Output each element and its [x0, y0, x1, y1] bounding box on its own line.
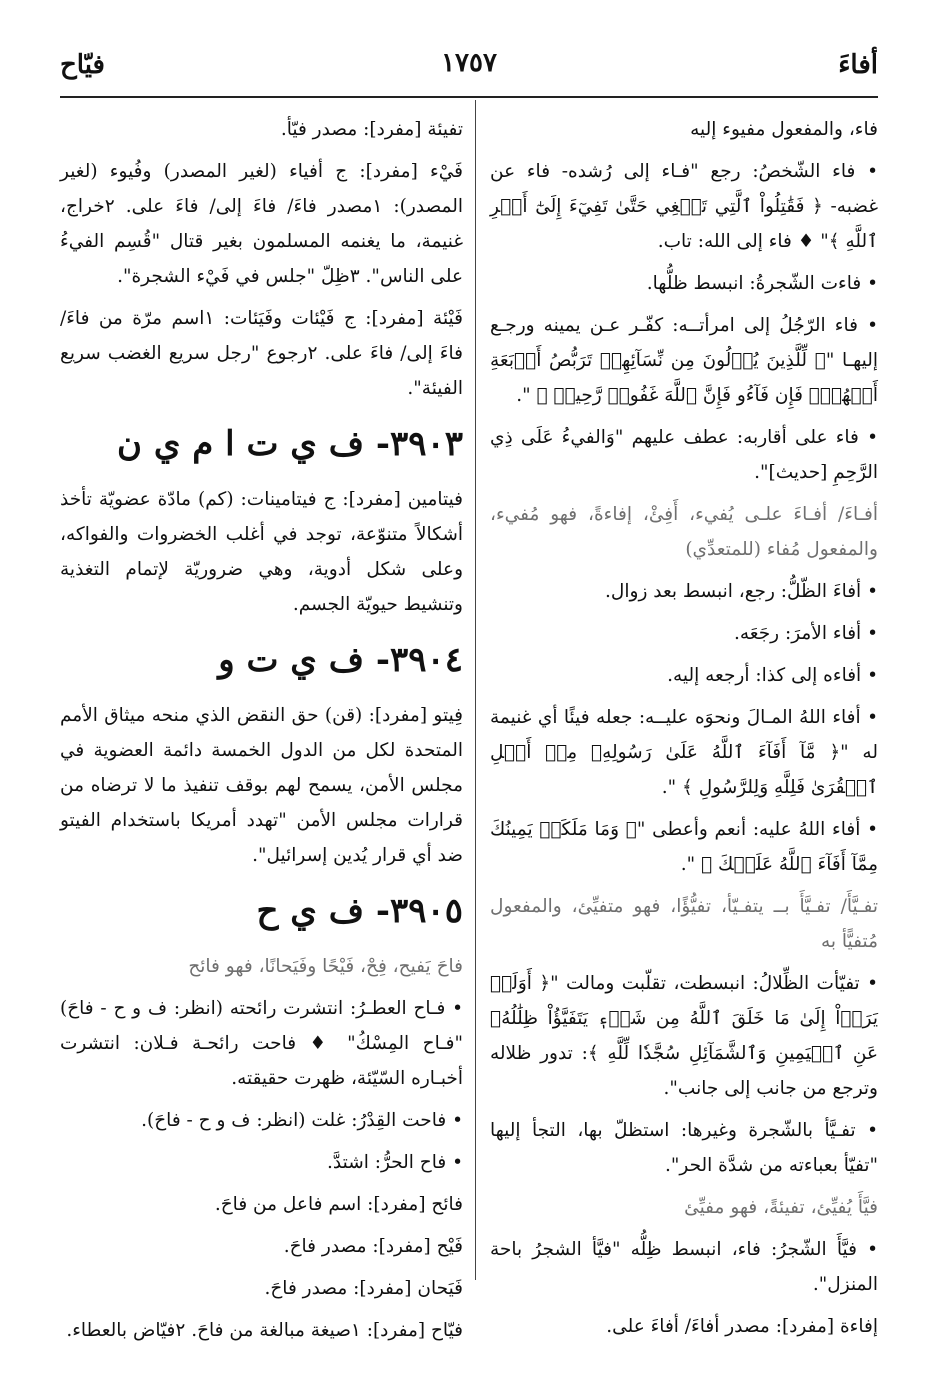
entry-line: فَيْح [مفرد]: مصدر فاحَ.	[283, 1236, 463, 1257]
entry-line: • أفاء اللهُ عليه: أنعم وأعطى "﴿ وَمَا مَلَكَتۡ يَمِينُكَ مِمَّآ أَفَآءَ ٱللَّهُ عَلَيۡكَ ﴾ ".	[490, 819, 878, 875]
root-heading-3904: ٣٩٠٤- ف ي ت و	[218, 640, 463, 680]
verb-form-line: تفـيَّأَ/ تفـيَّأَ بــ يتفـيّأ، تفيُّؤًا، فهو متفيِّئ، والمفعول مُتفيًّأ به	[490, 896, 878, 952]
entry-line: • أفاءه إلى كذا: أرجعه إليه.	[667, 665, 878, 686]
column-divider	[475, 100, 476, 1280]
verb-form-line: فيَّأَ يُفيِّئ، تفيئةً، فهو مفيِّئ	[684, 1197, 878, 1218]
entry-line: • تفـيَّأ بالشّجرة وغيرها: استظلّ بها، التجأ إليها "تفيّأ بعباءته من شدَّة الحر".	[490, 1120, 878, 1176]
header-last-word: فيّاح	[60, 50, 105, 80]
entry-line: • تفيّأت الظِّلالُ: انبسطت، تقلّبت ومالت "﴿ أَوَلَمۡ يَرَوۡاْ إِلَىٰ مَا خَلَقَ ٱللَّهُ مِن شَيۡءٖ يَتَفَيَّؤُاْ ظِلَٰلُهُۥ عَنِ ٱلۡيَمِينِ وَٱلشَّمَآئِلِ سُجَّدٗا لِّلَّهِ ﴾: تدور ظلاله وترجع من جانب إلى جانب".	[490, 973, 878, 1099]
entry-line: • أفاءَ الظّلُّ: رجع، انبسط بعد زوال.	[605, 581, 878, 602]
entry-line: فَيْء [مفرد]: ج أفياء (لغير المصدر) وفُيوء (لغير المصدر): ١مصدر فاءَ/ فاءَ إلى/ فاءَ على. ٢خراج، غنيمة، ما يغنمه المسلمون بغير قتال "قُسِم الفيءُ على الناس". ٣ظِلّ "جلس في فَيْء الشجرة".	[60, 161, 463, 287]
entry-line: • أفاء الأمرَ: رجَعَه.	[733, 623, 878, 644]
right-column	[490, 112, 878, 1351]
entry-line: فِيتو [مفرد]: (قن) حق النقض الذي منحه ميثاق الأمم المتحدة لكل من الدول الخمسة دائمة العضوية في مجلس الأمن، يسمح لهم بوقف تنفيذ ما لا ترضاه من قرارات مجلس الأمن "تهدد أمريكا باستخدام الفيتو ضد أي قرار يُدين إسرائيل".	[60, 705, 463, 866]
entry-line: • فـاح العطـرُ: انتشرت رائحته (انظر: ف و ح - فاحَ) "فـاح المِسْكُ" ♦ فاحت رائحـة فـلان: انتشرت أخبـاره السّيّئة، ظهرت حقيقته.	[60, 998, 463, 1089]
entry-line: فائح [مفرد]: اسم فاعل من فاحَ.	[214, 1194, 463, 1215]
entry-line: تفيئة [مفرد]: مصدر فيّأ.	[280, 119, 463, 140]
entry-line: • فاح الحرُّ: اشتدَّ.	[327, 1152, 463, 1173]
page-header	[60, 40, 878, 98]
entry-line: • أفاء اللهُ المـالَ ونحوَه عليــه: جعله فيئًا أي غنيمة له "﴿ مَّآ أَفَآءَ ٱللَّهُ عَلَىٰ رَسُولِهِۦ مِنۡ أَهۡلِ ٱلۡقُرَىٰ فَلِلَّهِ وَلِلرَّسُولِ ﴾ ".	[490, 707, 878, 798]
left-column	[60, 112, 463, 1355]
header-first-word: أفاءَ	[838, 50, 878, 80]
root-heading-3903: ٣٩٠٣- ف ي ت ا م ي ن	[117, 424, 463, 464]
entry-line: فَيَحان [مفرد]: مصدر فاحَ.	[264, 1278, 463, 1299]
entry-line: • فاحت القِدْرُ: غلت (انظر: ف و ح - فاحَ).	[141, 1110, 463, 1131]
entry-line: • فاء على أقاربه: عطف عليهم "وَالفيءُ عَلَى ذِي الرَّحِمِ [حديث]".	[490, 427, 878, 483]
entry-line: فيّاح [مفرد]: ١صيغة مبالغة من فاحَ. ٢فيّاض بالعطاء.	[66, 1320, 463, 1341]
verb-form-line: فاحَ يَفيح، فِحْ، فَيْحًا وفَيَحانًا، فهو فائح	[188, 956, 463, 977]
entry-line: • فاء الرّجُلُ إلى امرأتــه: كفّـر عـن يمينه ورجـع إليهـا "﴿ لِّلَّذِينَ يُؤۡلُونَ مِن نِّسَآئِهِمۡ تَرَبُّصُ أَرۡبَعَةِ أَشۡهُرٖۖ فَإِن فَآءُو فَإِنَّ ٱللَّهَ غَفُورٞ رَّحِيمٞ ﴾ ".	[490, 315, 878, 406]
entry-line: • فاء الشّخصُ: رجع "فـاء إلى رُشده- فاء عن غضبه- ﴿ فَقَٰتِلُواْ ٱلَّتِي تَبۡغِي حَتَّىٰ تَفِيٓءَ إِلَىٰٓ أَمۡرِ ٱللَّهِ ﴾" ♦ فاء إلى الله: تاب.	[490, 161, 878, 252]
verb-form-line: أفـاءَ/ أفـاءَ علـى يُفيء، أَفِئْ، إفاءةً، فهو مُفيء، والمفعول مُفاء (للمتعدِّي)	[490, 504, 878, 560]
entry-line: إفاءة [مفرد]: مصدر أفاءَ/ أفاءَ على.	[606, 1316, 878, 1337]
page-number: ١٧٥٧	[441, 48, 497, 78]
entry-line: فاء، والمفعول مفيوء إليه	[690, 119, 878, 140]
entry-line: فيتامين [مفرد]: ج فيتامينات: (كم) مادّة عضويّة تأخذ أشكالاً متنوّعة، توجد في أغلب الخضروات والفواكه، وعلى شكل أدوية، وهي ضروريّة لإتمام التغذية وتنشيط حيويّة الجسم.	[60, 489, 463, 615]
entry-line: • فيَّأَ الشّجرُ: فاء، انبسط ظِلُّه "فيَّأ الشجرُ باحة المنزل".	[490, 1239, 878, 1295]
entry-line: فَيْئة [مفرد]: ج فَيْئات وفَيَئات: ١اسم مرّة من فاءَ/ فاءَ إلى/ فاءَ على. ٢رجوع "رجل سريع الغضب سريع الفيئة".	[60, 308, 463, 399]
root-heading-3905: ٣٩٠٥- ف ي ح	[256, 891, 463, 931]
entry-line: • فاءت الشّجرةُ: انبسط ظلُّها.	[646, 273, 878, 294]
